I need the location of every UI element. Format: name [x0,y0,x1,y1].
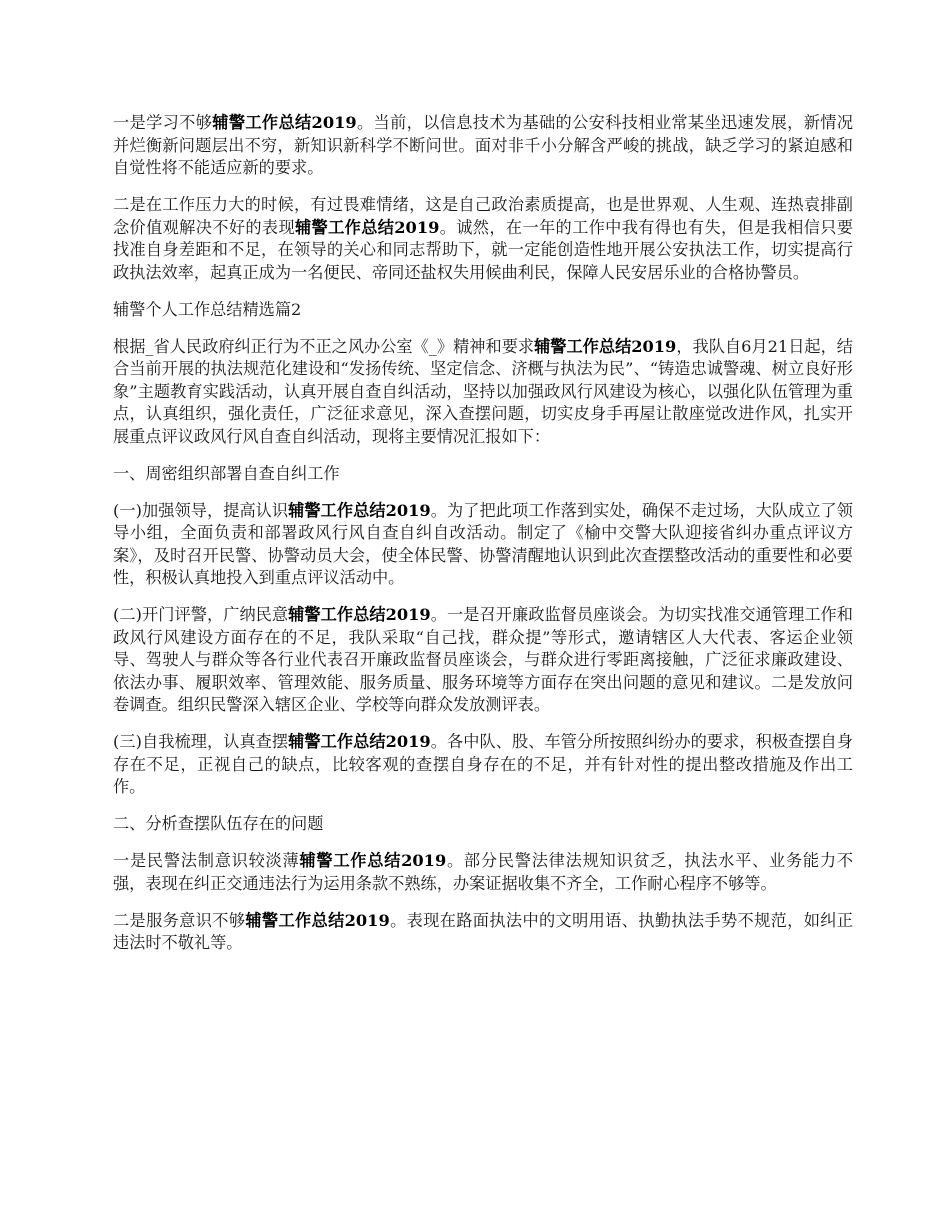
paragraph-10 [113,850,853,895]
section-heading [113,463,853,486]
paragraph-1 [113,112,853,180]
paragraph-text: ，我队自6月21日起，结合当前开展的执法规范化建设和“发扬传统、坚定信念、济概与执法为民”、“铸造忠诚警魂、树立良好形象”主题教育实践活动，认真开展自查自纠活动，坚持以加强政风行风建设为核心，以强化队伍管理为重点，认真组织，强化责任，广泛征求意见，深入查摆问题，切实皮身手再屋让散座觉改进作风，扎实开展重点评议政风行风自查自纠活动，现将主要情况汇报如下： [113,336,853,446]
paragraph-text: 。一是召开廉政监督员座谈会。为切实找准交通管理工作和政风行风建设方面存在的不足，我队采取“自己找，群众提”等形式，邀请辖区人大代表、客运企业领导、驾驶人与群众等各行业代表召开廉政监督员座谈会，与群众进行零距离接触，广泛征求廉政建设、依法办事、履职效率、管理效能、服务质量、服务环境等方面存在突出问题的意见和建议。二是发放问卷调查。组织民警深入辖区企业、学校等向群众发放测评表。 [113,605,853,714]
paragraph-6 [113,500,853,590]
paragraph-text: 。部分民警法律法规知识贫乏，执法水平、业务能力不强，表现在纠正交通违法行为运用条款不熟练，办案证据收集不齐全，工作耐心程序不够等。 [113,851,854,893]
paragraph-2 [113,194,853,284]
paragraph-text: (二)开门评警，广纳民意 [113,605,289,624]
paragraph-text: (一)加强领导，提高认识 [113,500,289,520]
paragraph-text: 一是民警法制意识较淡薄 [113,851,300,870]
heading-text: 辅警个人工作总结精选篇2 [113,299,302,319]
paragraph-text: 。表现在路面执法中的文明用语、执勤执法手势不规范，如纠正违法时不敬礼等。 [113,910,854,952]
paragraph-text: 一是学习不够 [113,113,213,132]
keyword-highlight: 辅警工作总结2019 [295,217,440,237]
keyword-highlight: 辅警工作总结2019 [299,851,447,870]
section-heading [113,813,853,836]
paragraph-text: 二是在工作压力大的时候，有过畏难情绪，这是自己政治素质提高，也是世界观、人生观、连热袁排副念价值观解决不好的表现 [113,195,853,237]
paragraph-text: (三)自我梳理，认真查摆 [113,732,289,751]
heading-text: 一、周密组织部署自查自纠工作 [113,463,340,483]
paragraph-text: 。为了把此项工作落到实处，确保不走过场，大队成立了领导小组，全面负责和部署政风行风自查自纠自改活动。制定了《榆中交警大队迎接省纠办重点评议方案》，及时召开民警、协警动员大会，使全体民警、协警清醒地认识到此次查摆整改活动的重要性和必要性，积极认真地投入到重点评议活动中。 [113,500,853,587]
keyword-highlight: 辅警工作总结2019 [288,500,431,520]
paragraph-11 [113,910,853,955]
keyword-highlight: 辅警工作总结2019 [288,605,431,624]
keyword-highlight: 辅警工作总结2019 [288,732,431,751]
heading-text: 二、分析查摆队伍存在的问题 [113,814,324,833]
paragraph-4 [113,336,853,449]
keyword-highlight: 辅警工作总结2019 [534,336,677,356]
section-heading [113,299,853,322]
keyword-highlight: 辅警工作总结2019 [245,910,390,930]
paragraph-text: 。各中队、股、车管分所按照纠纷办的要求，积极查摆自身存在不足，正视自己的缺点，比较客观的查摆自身存在的不足，并有针对性的提出整改措施及作出工作。 [113,732,853,796]
paragraph-text: 。当前，以信息技术为基础的公安科技相业常某坐迅速发展，新情况并烂衡新问题层出不穷，新知识新科学不断问世。面对非千小分解含严峻的挑战，缺乏学习的紧迫感和自觉性将不能适应新的要求。 [113,113,854,177]
paragraph-text: 。诚然，在一年的工作中我有得也有失，但是我相信只要找准自身差距和不足，在领导的关心和同志帮助下，就一定能创造性地开展公安执法工作，切实提高行政执法效率，起真正成为一名便民、帝同还盐权失用候曲利民，保障人民安居乐业的合格协警员。 [113,217,854,282]
paragraph-8 [113,731,853,799]
document-page [113,112,853,969]
paragraph-text: 二是服务意识不够 [113,910,246,930]
keyword-highlight: 辅警工作总结2019 [212,113,357,132]
paragraph-7 [113,604,853,717]
paragraph-text: 根据_省人民政府纠正行为不正之风办公室《_》精神和要求 [113,336,535,356]
